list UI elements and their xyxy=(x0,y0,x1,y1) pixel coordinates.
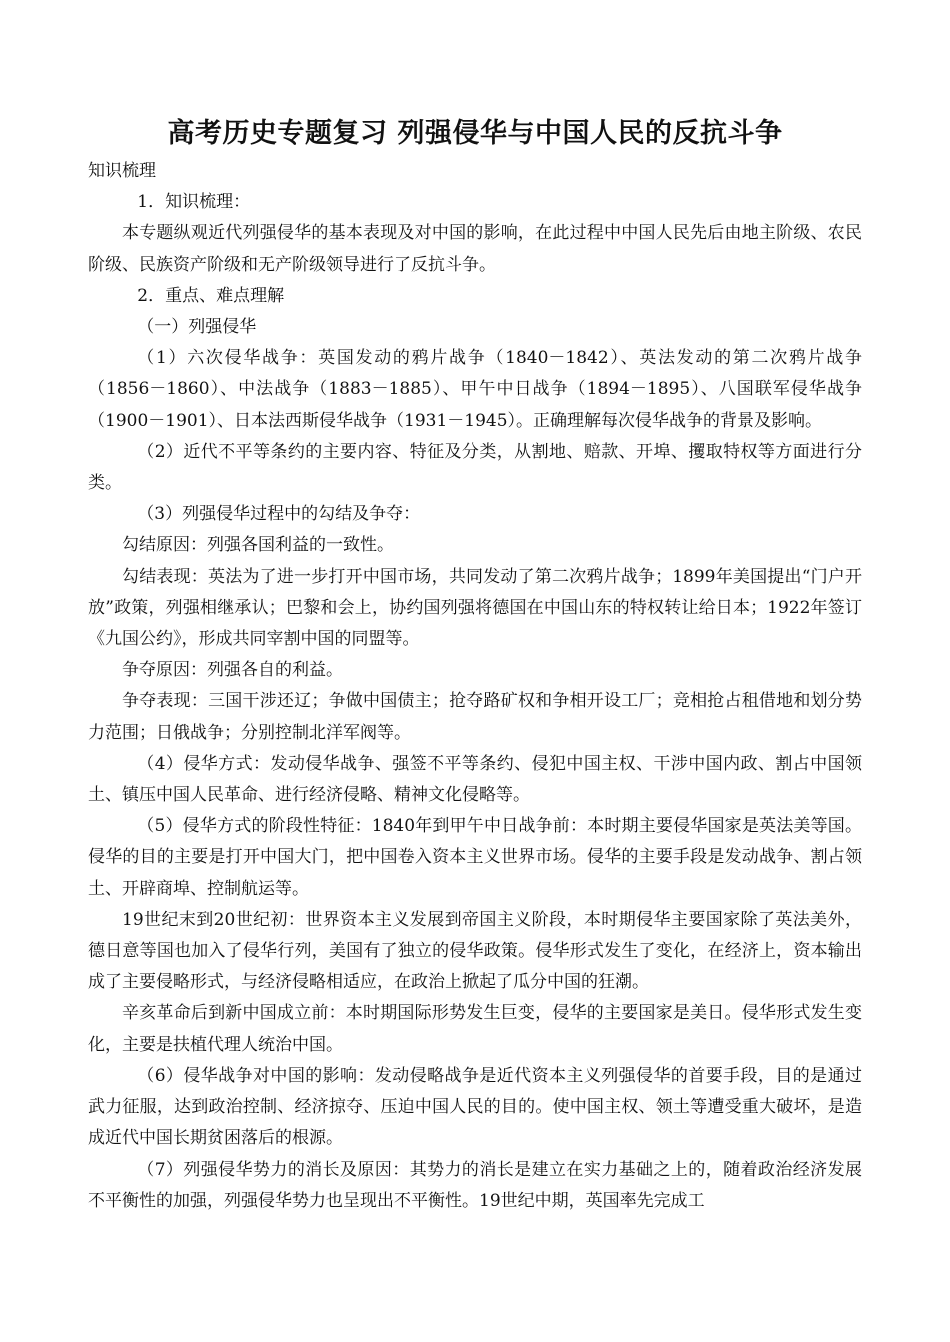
paragraph-collusion-reason: 勾结原因：列强各国利益的一致性。 xyxy=(122,535,394,556)
paragraph-collusion-forms: 勾结表现：英法为了进一步打开中国市场，共同发动了第二次鸦片战争；1899年美国提出“门户开放”政策，列强相继承认；巴黎和会上，协约国列强将德国在中国山东的特权转让给日本；1922年签订《九国公约》，形成共同宰割中国的同盟等。 xyxy=(88,566,862,650)
paragraph-item-3: （3）列强侵华过程中的勾结及争夺： xyxy=(137,504,421,525)
paragraph-overview: 本专题纵观近代列强侵华的基本表现及对中国的影响，在此过程中中国人民先后由地主阶级、农民阶级、民族资产阶级和无产阶级领导进行了反抗斗争。 xyxy=(88,223,862,275)
paragraph-rivalry-forms: 争夺表现：三国干涉还辽；争做中国债主；抢夺路矿权和争相开设工厂；竞相抢占租借地和划分势力范围；日俄战争；分别控制北洋军阀等。 xyxy=(88,691,862,743)
paragraph-item-2: （2）近代不平等条约的主要内容、特征及分类，从割地、赔款、开埠、攫取特权等方面进行分类。 xyxy=(88,441,862,494)
document-title: 高考历史专题复习 列强侵华与中国人民的反抗斗争 xyxy=(167,118,783,149)
paragraph-stage-3: 辛亥革命后到新中国成立前：本时期国际形势发生巨变，侵华的主要国家是美日。侵华形式发生变化，主要是扶植代理人统治中国。 xyxy=(88,1003,862,1055)
paragraph-item-1: （1）六次侵华战争：英国发动的鸦片战争（1840－1842）、英法发动的第二次鸦片战争（1856－1860）、中法战争（1883－1885）、甲午中日战争（1894－1895）、八国联军侵华战争（1900－1901）、日本法西斯侵华战争（1931－1945）。正确理解每次侵华战争的背景及影响。 xyxy=(88,348,862,431)
paragraph-item-4: （4）侵华方式：发动侵华战争、强签不平等条约、侵犯中国主权、干涉中国内政、割占中国领土、镇压中国人民革命、进行经济侵略、精神文化侵略等。 xyxy=(88,753,862,806)
subheading-foreign-aggression: （一）列强侵华 xyxy=(137,317,257,338)
paragraph-stage-2: 19世纪末到20世纪初：世界资本主义发展到帝国主义阶段，本时期侵华主要国家除了英法美外，德日意等国也加入了侵华行列，美国有了独立的侵华政策。侵华形式发生了变化，在经济上，资本输出成了主要侵略形式，与经济侵略相适应，在政治上掀起了瓜分中国的狂潮。 xyxy=(88,909,862,993)
paragraph-rivalry-reason: 争夺原因：列强各自的利益。 xyxy=(122,660,343,681)
document-body xyxy=(88,156,862,1217)
paragraph-item-5: （5）侵华方式的阶段性特征：1840年到甲午中日战争前：本时期主要侵华国家是英法美等国。侵华的目的主要是打开中国大门，把中国卷入资本主义世界市场。侵华的主要手段是发动战争、割占领土、开辟商埠、控制航运等。 xyxy=(88,816,862,899)
heading-key-points: 2．重点、难点理解 xyxy=(137,285,285,306)
section-label-knowledge: 知识梳理 xyxy=(88,161,156,181)
paragraph-item-7: （7）列强侵华势力的消长及原因：其势力的消长是建立在实力基础之上的，随着政治经济发展不平衡性的加强，列强侵华势力也呈现出不平衡性。19世纪中期，英国率先完成工 xyxy=(88,1159,862,1211)
paragraph-item-6: （6）侵华战争对中国的影响：发动侵略战争是近代资本主义列强侵华的首要手段，目的是通过武力征服，达到政治控制、经济掠夺、压迫中国人民的目的。使中国主权、领土等遭受重大破坏，是造成近代中国长期贫困落后的根源。 xyxy=(88,1065,862,1149)
heading-knowledge-review: 1．知识梳理： xyxy=(137,192,251,213)
